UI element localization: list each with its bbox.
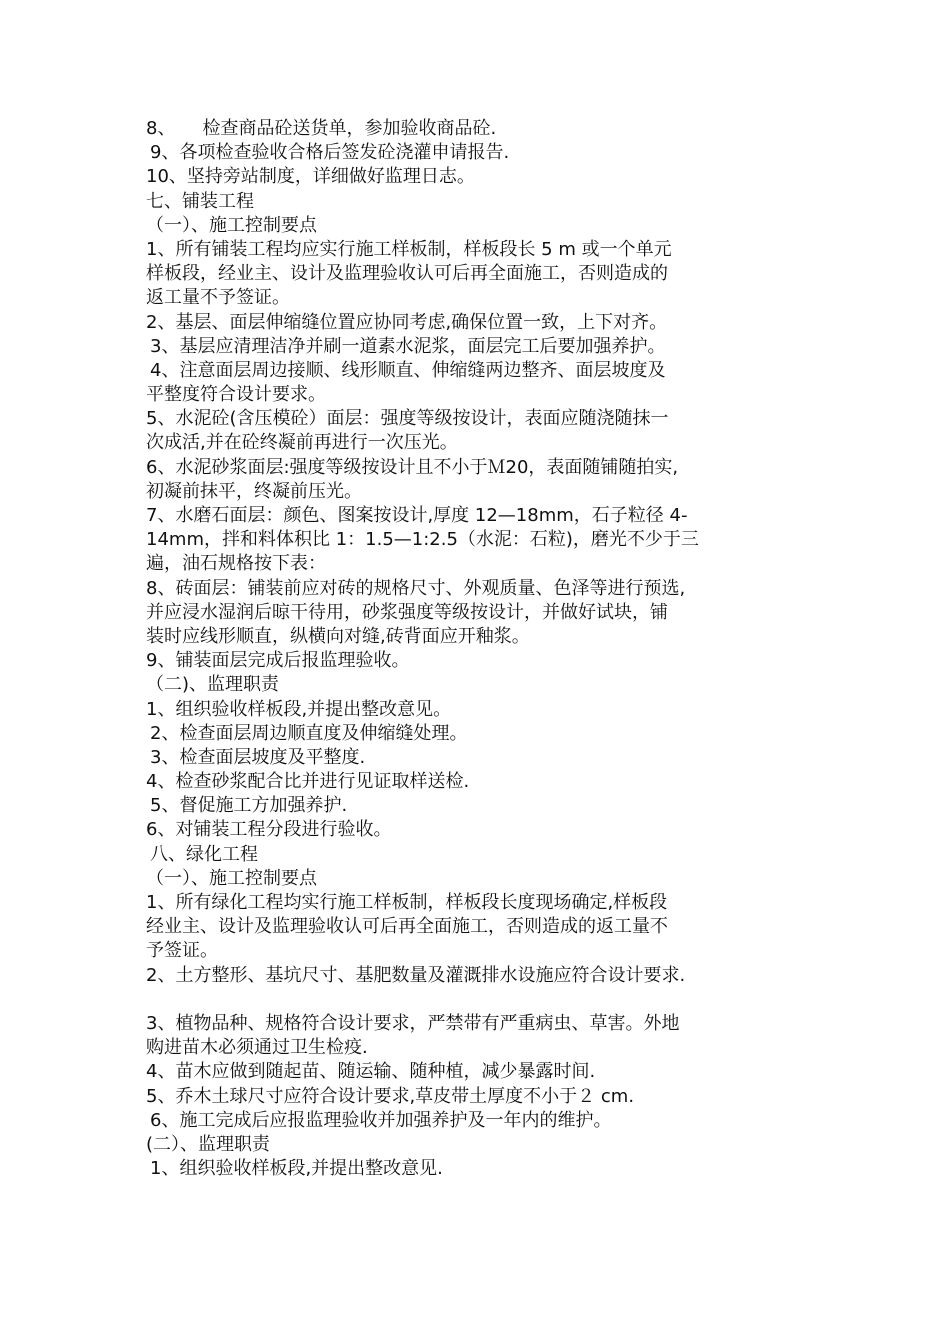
subsection-heading: （二)、监理职责 <box>146 674 280 696</box>
text-line: 6、对铺装工程分段进行验收。 <box>146 819 392 841</box>
text-line: 4、苗木应做到随起苗、随运输、随种植，减少暴露时间. <box>146 1061 596 1083</box>
subsection-heading: （一）、施工控制要点 <box>146 867 317 889</box>
text-line: 9、铺装面层完成后报监理验收。 <box>146 650 410 672</box>
text-line: 装时应线形顺直，纵横向对缝,砖背面应开釉浆。 <box>146 625 530 647</box>
text-line: 次成活,并在砼终凝前再进行一次压光。 <box>146 432 458 454</box>
text-line: 9、各项检查验收合格后签发砼浇灌申请报告. <box>150 142 510 164</box>
section-heading: 八、绿化工程 <box>150 843 258 865</box>
text-line: 遍，油石规格按下表： <box>146 553 326 575</box>
text-line: 6、水泥砂浆面层:强度等级按设计且不小于Ｍ20，表面随铺随拍实, <box>146 456 679 478</box>
text-line: 3、基层应清理洁净并刷一道素水泥浆，面层完工后要加强养护。 <box>150 335 666 357</box>
text-line: 1、所有铺装工程均应实行施工样板制，样板段长 5 m 或一个单元 <box>146 238 672 260</box>
text-line: 1、所有绿化工程均实行施工样板制，样板段长度现场确定,样板段 <box>146 892 668 913</box>
text-line: 1、组织验收样板段,并提出整改意见. <box>150 1158 443 1180</box>
text-line: 平整度符合设计要求。 <box>146 384 326 406</box>
text-line: 7、水磨石面层：颜色、图案按设计,厚度 12—18mm，石子粒径 4- <box>146 505 688 526</box>
text-line: 14mm，拌和料体积比 1：1.5—1:2.5（水泥：石粒)，磨光不少于三 <box>146 529 699 551</box>
text-line: 经业主、设计及监理验收认可后再全面施工，否则造成的返工量不 <box>146 916 668 938</box>
text-line: 2、检查面层周边顺直度及伸缩缝处理。 <box>150 722 468 744</box>
subsection-heading: (二）、监理职责 <box>146 1133 271 1155</box>
section-heading: 七、铺装工程 <box>146 190 254 212</box>
text-line: 购进苗木必须通过卫生检疫. <box>146 1037 368 1059</box>
text-line: 初凝前抹平，终凝前压光。 <box>146 480 362 502</box>
text-line: 8、 检查商品砼送货单，参加验收商品砼. <box>146 118 497 139</box>
text-line: 3、检查面层坡度及平整度. <box>150 746 366 768</box>
text-line: 5、水泥砼(含压模砼）面层：强度等级按设计，表面应随浇随抹一 <box>146 408 669 430</box>
subsection-heading: （一）、施工控制要点 <box>146 214 317 236</box>
text-line: 2、基层、面层伸缩缝位置应协同考虑,确保位置一致，上下对齐。 <box>146 311 668 333</box>
text-line: 5、督促施工方加强养护. <box>150 795 348 817</box>
text-line: 予签证。 <box>146 940 218 962</box>
text-line: 10、坚持旁站制度，详细做好监理日志。 <box>146 166 475 188</box>
text-line: 并应浸水湿润后晾干待用，砂浆强度等级按设计，并做好试块，铺 <box>146 601 668 623</box>
text-line: 8、砖面层：铺装前应对砖的规格尺寸、外观质量、色泽等进行预选, <box>146 577 686 599</box>
text-line: 4、检查砂浆配合比并进行见证取样送检. <box>146 771 470 793</box>
text-line: 6、施工完成后应报监理验收并加强养护及一年内的维护。 <box>150 1109 612 1131</box>
text-line: 3、植物品种、规格符合设计要求，严禁带有严重病虫、草害。外地 <box>146 1012 680 1034</box>
text-line: 5、乔木土球尺寸应符合设计要求,草皮带土厚度不小于２ cm. <box>146 1085 635 1107</box>
blank-line <box>146 988 826 1012</box>
text-line: 返工量不予签证。 <box>146 287 290 309</box>
document-page <box>146 117 826 1181</box>
text-line: 4、注意面层周边接顺、线形顺直、伸缩缝两边整齐、面层坡度及 <box>150 359 666 381</box>
text-line: 1、组织验收样板段,并提出整改意见。 <box>146 698 452 720</box>
text-line: 样板段，经业主、设计及监理验收认可后再全面施工，否则造成的 <box>146 263 668 285</box>
text-line: 2、土方整形、基坑尺寸、基肥数量及灌溉排水设施应符合设计要求. <box>146 964 686 986</box>
